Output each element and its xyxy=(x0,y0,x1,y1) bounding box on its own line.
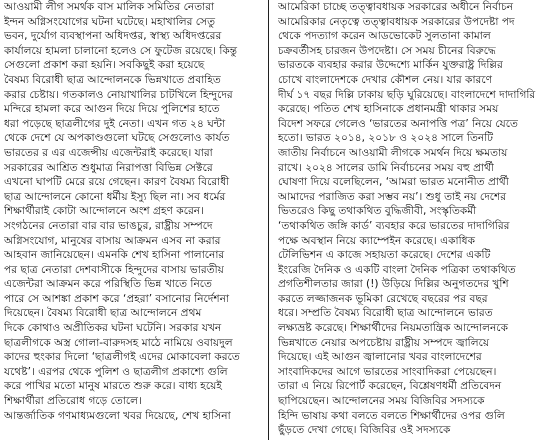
text-line: আমেরিকার নেতৃত্বে তত্ত্বাবধায়ক সরকারের উপদেষ্টা পদ xyxy=(278,15,515,28)
text-line: আমাদের পরাজিত করা সম্ভব নয়’। শুধু তাই নয় দেশের xyxy=(278,190,507,203)
article-left-column xyxy=(4,0,260,440)
text-line: হিন্দি ভাষায় কথা বলতে বলতে শিক্ষার্থীদের ওপর গুলি xyxy=(278,409,505,422)
text-line: শিক্ষার্থীরাই কোটা আন্দোলনে অংশ গ্রহণ করেন। xyxy=(4,205,204,218)
text-line: এজেন্টরা আক্রমন করে পরিস্থিতি ভিন্ন খাতে নিতে xyxy=(4,278,212,291)
text-line: দীর্ঘ ১৭ বছর দিল্লি ঢাকায় ছড়ি ঘুরিয়েছে। বাংলাদেশে দাদাগিরি xyxy=(278,88,536,101)
text-line: পক্ষে অবস্থান নিয়ে ক্যাম্পেইন করেছে। একাধিক xyxy=(278,234,476,247)
text-line: সেগুলো প্রকাশ করা হয়নি। সবকিছুই করা হয়েছে xyxy=(4,59,205,72)
text-line: আন্তর্জাতিক গণমাধ্যমগুলো খবর দিয়েছে, শেখ হাসিনা xyxy=(4,409,231,422)
text-line: অগ্নিসংযোগ, মানুষের বাসায় আক্রমন এসব না করার xyxy=(4,234,221,247)
text-line: কার্যালয়ে হামলা চালানো হলেও সে ফুটেজ রয়েছে। কিন্তু xyxy=(4,44,238,57)
text-line: জাতীয় নির্বাচনে আওয়ামী লীগকে সমর্থন দিয়ে ক্ষমতায় xyxy=(278,146,508,159)
text-line: টেলিভিশন এ কাজে সহায়তা করেছে। দেশের একটি xyxy=(278,249,491,262)
text-line: লক্ষ্যভ্রষ্ট করেছে। শিক্ষার্থীদের নিয়মতান্ত্রিক আন্দোলনকে xyxy=(278,322,508,335)
text-line: বৈষম্য বিরোধী ছাত্র আন্দোলনকে ভিন্নখাতে প্রবাহিত xyxy=(4,73,221,86)
text-line: ইন্দন অগ্নিসংযোগের ঘটনা ঘটেছে। মহাখালির সেতু xyxy=(4,15,216,28)
text-line: করে পাখির মতো মানুষ মারতে শুরু করে। বাধ্য হয়েই xyxy=(4,380,222,393)
text-line: ছুঁড়তে দেখা গেছে। বিজিবির ওই সদস্যকে xyxy=(278,424,451,437)
text-line: ভারতের র এর এজেন্সীয় এজেন্টরাই করেছে। যারা xyxy=(4,146,213,159)
text-line: ভিন্নখাতে নেয়ার অপচেষ্টায় রাষ্ট্রীয় সম্পদে জ্বালিয়ে xyxy=(278,336,490,349)
column-divider xyxy=(268,0,269,440)
text-line: করতে লজ্জাজনক ভূমিকা রেখেছে বছরের পর বছর xyxy=(278,292,488,305)
text-line: ছাত্রলীগকে অস্ত্র গোলা-বারুদসহ মাঠে নামিয়ে ওবায়দুল xyxy=(4,336,233,349)
text-line: সাংবাদিকদের আগে ভারতের সাংবাদিকরা পেয়েছেন। xyxy=(278,365,497,378)
text-line: প্রগতিশীলতার জারা (!) উড়িয়ে দিল্লির অনুগতদের খুশি xyxy=(278,278,509,291)
text-line: হতো। ভারত ২০১৪, ২০১৮ ও ২০২৪ সালে তিনটি xyxy=(278,132,494,145)
text-line: পর ছাত্র নেতারা দেশবাসীকে হিন্দুদের বাসায় ভারতীয় xyxy=(4,263,224,276)
text-line: থেকে দেশে যে অপকাণ্ডগুলো ঘটছে সেগুলোও কার্যত xyxy=(4,132,230,145)
text-line: থেকে পদত্যাগ করেন আডভোকেট সুলতানা কামাল xyxy=(278,30,491,43)
text-line: করেছে। পতিত শেখ হাসিনাকে প্রধানমন্ত্রী থাকার সময় xyxy=(278,103,499,116)
text-line: ভারতকে ব্যবহার করার উদ্দেশ্যে মার্কিন যুক্তরাষ্ট্র দিল্লির xyxy=(278,59,503,72)
text-line: ইংরেজি দৈনিক ও একটি বাংলা দৈনিক পত্রিকা তথাকথিত xyxy=(278,263,516,276)
text-line: বিদেশ সফরে গেলেও ‘ভারতের অনাপত্তি পত্র’ নিয়ে যেতে xyxy=(278,117,518,130)
text-line: ঘোষণা দিয়ে বলেছিলেন, ‘আমরা ভারত মনোনীত প্রার্থী xyxy=(278,176,509,189)
text-line: পারে সে আশঙ্কা প্রকাশ করে ‘প্রহরা’ বসানোর নির্দেশনা xyxy=(4,292,230,305)
text-line: চোখে বাংলাদেশকে দেখার কৌশল নেয়। যার কারণে xyxy=(278,73,493,86)
text-line: আহবান জানিয়েছেন। এমনকি শেখ হাসিনা পালানোর xyxy=(4,249,225,262)
text-line: তারা এ নিয়ে রিপোর্ট করেছেন, বিশ্লেষণধর্মী প্রতিবেদন xyxy=(278,380,502,393)
text-line: সরকারের আশ্রিত শুধুমাত্র নিরাপত্তা বিভিন্ন সেক্টরে xyxy=(4,161,213,174)
text-line: সংগঠনের নেতারা বার বার ভাঙচুর, রাষ্ট্রীয় সম্পদে xyxy=(4,219,213,232)
text-line: দিয়েছেন। বৈষম্য বিরোধী ছাত্র আন্দোলনে প্রথম xyxy=(4,307,202,320)
text-line: রাখে। ২০২৪ সালের ডামি নির্বাচনের সময় বহু প্রার্থী xyxy=(278,161,494,174)
text-line: ছাপিয়েছেন। আন্দোলনের সময় বিজিবির সদস্যকে xyxy=(278,395,485,408)
text-line: আমেরিকা চাচ্ছে তত্ত্বাবধায়ক সরকারের অধীনে নির্বাচন xyxy=(278,1,514,13)
text-line: শিক্ষার্থীরা প্রতিরোধ গড়ে তোলে। xyxy=(4,395,142,408)
text-line: করার চেষ্টায়। গতকালও নোয়াখালির চাটখিলে হিন্দুদের xyxy=(4,88,233,101)
text-line: ভবন, দুর্যোগ ব্যবস্থাপনা অধিদপ্তর, স্বাস্থ্য অধিদপ্তরের xyxy=(4,30,222,43)
text-line: ছাত্র আন্দোলনে কোনো ধর্মীয় ইস্যু ছিল না। সব ধর্মের xyxy=(4,190,226,203)
text-line: ‘তথাকথিত জঙ্গি কার্ড’ ব্যবহার করে ভারতের দাদাগিরির xyxy=(278,219,510,232)
text-line: দিয়েছে। এই আগুন জ্বালানোর খবর বাংলাদেশের xyxy=(278,351,482,364)
text-line: যথেষ্ট’। এরপর থেকে পুলিশ ও ছাত্রলীগ প্রকাশ্যে গুলি xyxy=(4,365,228,378)
text-line: মন্দিরে হামলা করে আগুন দিয়ে দিয়ে পুলিশের হাতে xyxy=(4,103,220,116)
text-line: আওয়ামী লীগ সমর্থক বাস মালিক সমিতির নেতারা xyxy=(4,1,215,13)
text-line: এখনো ঘাপটি মেরে রয়ে গেছেন। কারণ বৈষম্য বিরোধী xyxy=(4,176,230,189)
text-line: চক্রবর্তীসহ চারজন উপদেষ্টা। সে সময় চীনের বিরুদ্ধে xyxy=(278,44,496,57)
article-right-column xyxy=(278,0,536,440)
text-line: ভিতরেও কিছু তথাকথিত বুদ্ধিজীবী, সংস্কৃতিকর্মী xyxy=(278,205,477,218)
text-line: ধরা পড়েছে ছাত্রলীগের দুই নেতা। এখন গত ২৪ ঘন্টা xyxy=(4,117,226,130)
text-line: ধরে। সম্প্রতি বৈষম্য বিরোধী ছাত্র আন্দোলনে ভারত xyxy=(278,307,493,320)
text-line: দিকে কোথাও অপ্রীতিকর ঘটনা ঘটেনি। সরকার যখন xyxy=(4,322,222,335)
text-line: কাদের হুংকার দিলো ‘ছাত্রলীগই এদের মোকাবেলা করতে xyxy=(4,351,240,364)
